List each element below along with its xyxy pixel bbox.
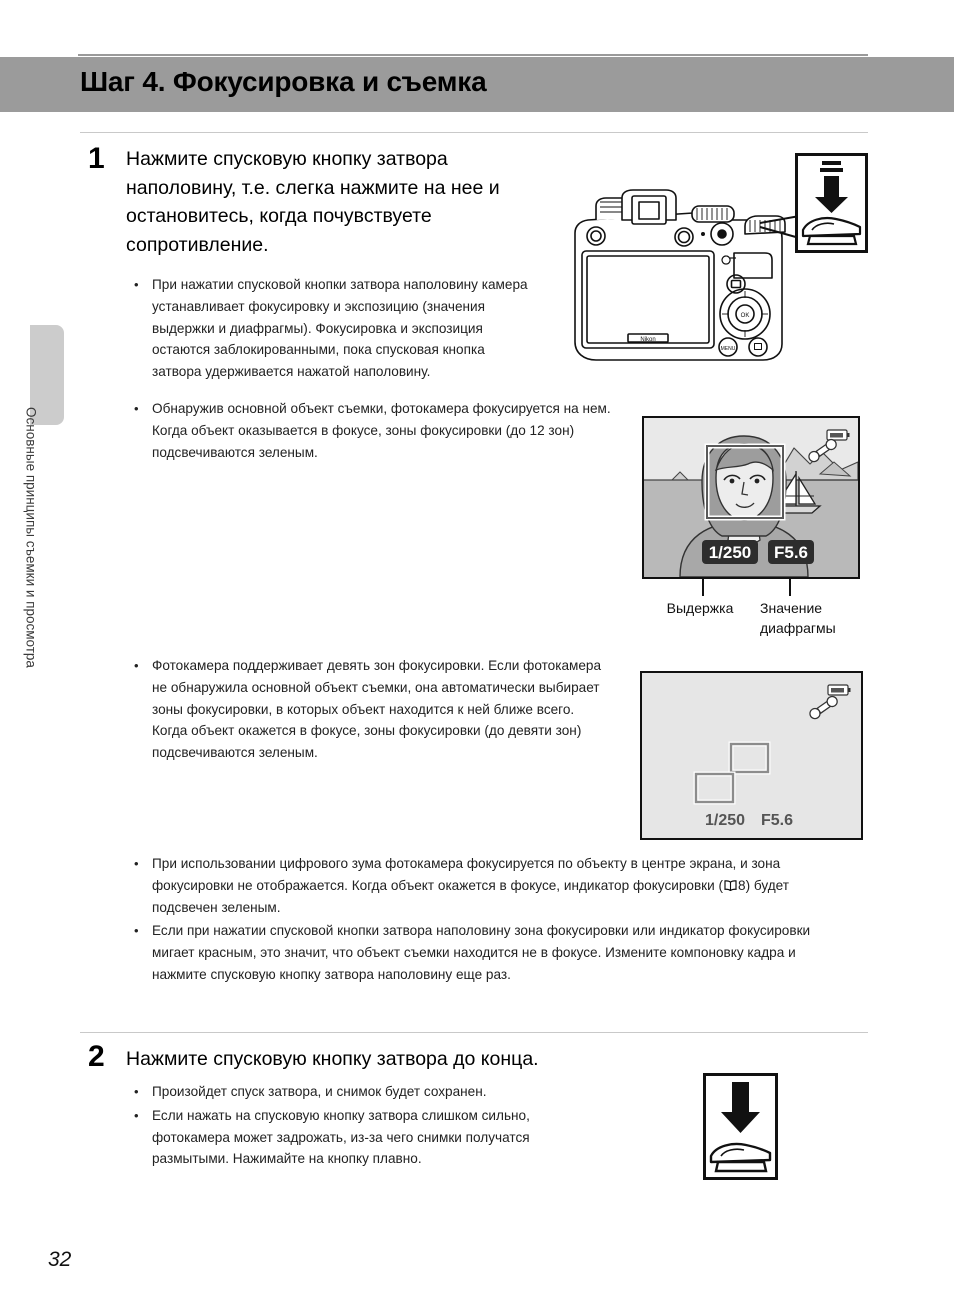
lcd-screen-focus-areas	[640, 671, 863, 840]
bullet-text-part-1: При использовании цифрового зума фотокамера фокусируется по объекту в центре экрана, и зона фокусировки не отображается. Когда объект окажется в фокусе, индикатор фокусировки (	[152, 856, 781, 893]
svg-text:OK: OK	[740, 313, 750, 319]
bullet-text-part-2: 8) будет подсвечен зеленым.	[152, 877, 789, 915]
list-item	[128, 853, 840, 918]
page-title: Шаг 4. Фокусировка и съемка	[80, 66, 487, 97]
step-1-bullets-d	[128, 853, 840, 988]
lcd2-shutter-speed: 1/250	[704, 812, 746, 829]
step-1-bullets-a	[128, 274, 528, 385]
leader-line-aperture	[789, 579, 791, 596]
list-item: • Если нажать на спусковую кнопку затвора слишком сильно, фотокамера может задрожать, из-за чего снимки получатся размытыми. Нажимайте на кнопку плавно.	[128, 1105, 598, 1170]
caption-aperture: Значение диафрагмы	[760, 600, 836, 636]
svg-text:MENU: MENU	[720, 346, 736, 352]
lcd-screen-face-detection	[642, 416, 860, 579]
full-press-callout	[703, 1073, 778, 1180]
lcd1-aperture: F5.6	[773, 543, 809, 562]
step-1-bullets-c	[128, 655, 603, 766]
caption-shutter-speed: Выдержка	[666, 600, 734, 616]
list-item: • При нажатии спусковой кнопки затвора наполовину камера устанавливает фокусировку и экспозицию (значения выдержки и диафрагмы). Фокусировка и экспозиция остаются заблокированными, пока спусковая кнопка затвора удерживается нажатой наполовину.	[128, 274, 528, 383]
list-item: • Фотокамера поддерживает девять зон фокусировки. Если фотокамера не обнаружила основной объект съемки, она автоматически выбирает зоны фокусировки, в которых объект находится к ней ближе всего. Когда объект окажется в фокусе, зоны фокусировки (до девяти зон) подсвечиваются зеленым.	[128, 655, 603, 764]
lcd1-shutter-speed: 1/250	[708, 543, 752, 562]
step-2-bullets	[128, 1081, 598, 1172]
list-item: • Обнаружив основной объект съемки, фотокамера фокусируется на нем. Когда объект оказывается в фокусе, зоны фокусировки (до 12 зон) подсвечиваются зеленым.	[128, 398, 628, 463]
step-2-number: 2	[88, 1040, 105, 1073]
section-tab-label: Основные принципы съемки и просмотра	[23, 407, 39, 668]
svg-text:Nikon: Nikon	[640, 337, 656, 343]
list-item: • Произойдет спуск затвора, и снимок будет сохранен.	[128, 1081, 598, 1103]
step-1-divider	[80, 132, 868, 133]
half-press-callout	[795, 153, 868, 253]
list-item: • Если при нажатии спусковой кнопки затвора наполовину зона фокусировки или индикатор фокусировки мигает красным, это значит, что объект съемки находится не в фокусе. Измените компоновку кадра и нажмите спусковую кнопку затвора наполовину еще раз.	[128, 920, 840, 985]
step-1-bullets-b	[128, 398, 628, 465]
step-2-divider	[80, 1032, 868, 1033]
step-1-title: Нажмите спусковую кнопку затвора наполовину, т.е. слегка нажмите на нее и остановитесь, когда почувствуете сопротивление.	[126, 148, 500, 256]
page-number: 32	[48, 1248, 72, 1271]
step-1-number: 1	[88, 142, 105, 175]
step-2-title: Нажмите спусковую кнопку затвора до конца.	[126, 1048, 539, 1070]
leader-line-shutter	[702, 579, 704, 596]
book-reference-icon	[724, 876, 737, 887]
lcd2-aperture: F5.6	[760, 812, 794, 829]
header-top-rule	[78, 54, 868, 56]
